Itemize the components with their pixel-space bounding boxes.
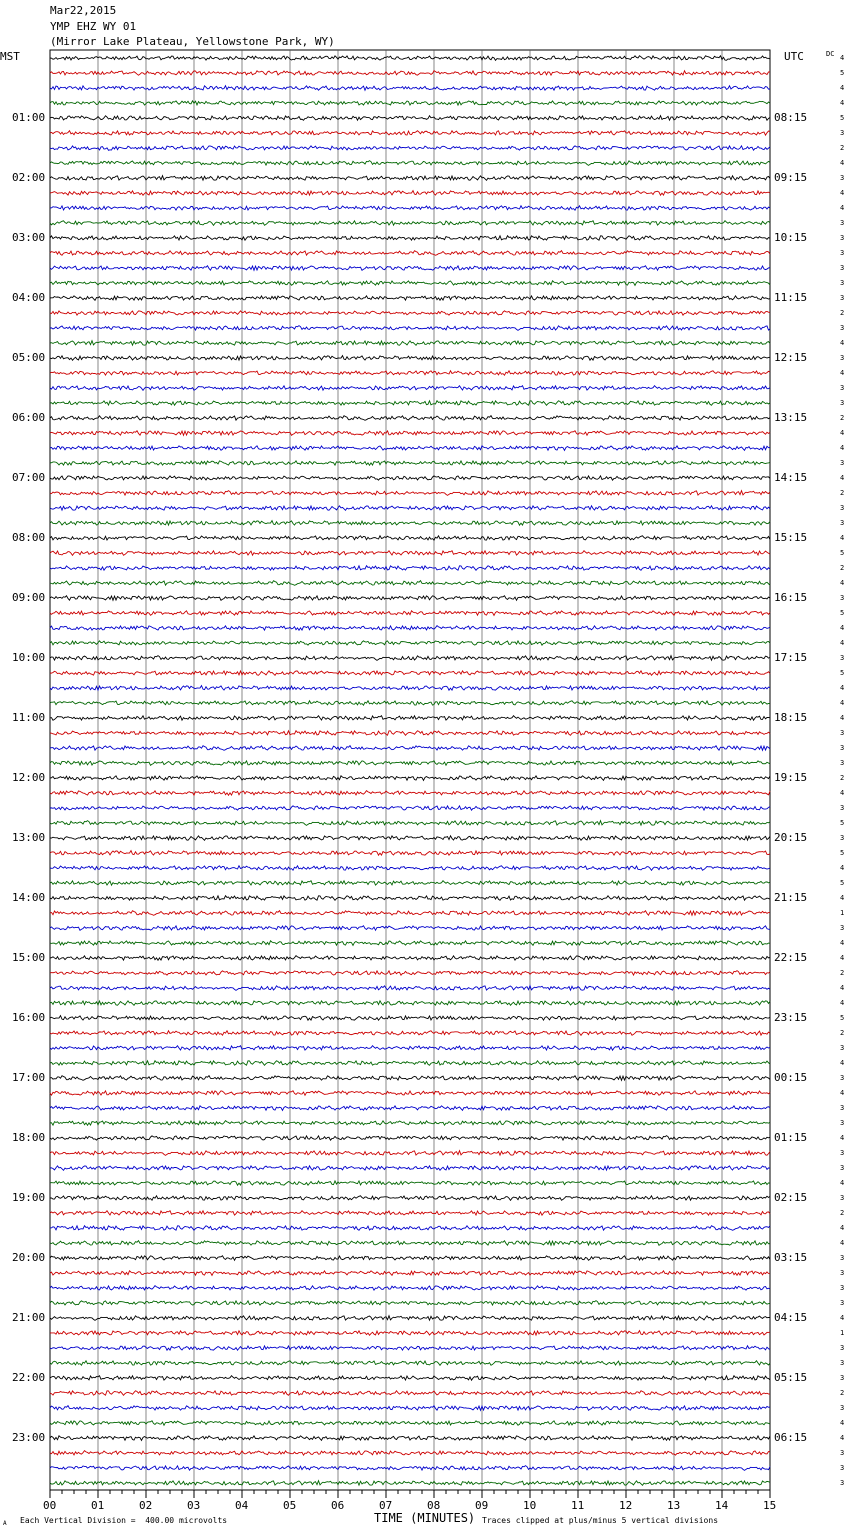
mst-hour-label: 01:00 bbox=[12, 111, 46, 124]
trace-line bbox=[50, 1271, 770, 1276]
utc-hour-label: 22:15 bbox=[774, 951, 808, 964]
trace-line bbox=[50, 611, 770, 616]
trace-line bbox=[50, 1436, 770, 1441]
mst-hour-label: 15:00 bbox=[12, 951, 46, 964]
mst-hour-label: 17:00 bbox=[12, 1071, 46, 1084]
dc-value: 4 bbox=[840, 369, 845, 377]
dc-value: 2 bbox=[840, 774, 845, 782]
dc-value: 4 bbox=[840, 534, 845, 542]
trace-line bbox=[50, 1001, 770, 1006]
dc-value: 3 bbox=[840, 1074, 845, 1082]
mst-hour-label: 13:00 bbox=[12, 831, 46, 844]
x-tick-label: 02 bbox=[139, 1499, 153, 1512]
dc-value: 3 bbox=[840, 1299, 845, 1307]
dc-value: 4 bbox=[840, 1239, 845, 1247]
dc-value: 4 bbox=[840, 1089, 845, 1097]
trace-line bbox=[50, 536, 770, 540]
dc-value: 5 bbox=[840, 669, 845, 677]
dc-value: 4 bbox=[840, 999, 845, 1007]
trace-line bbox=[50, 1301, 770, 1306]
dc-value: 4 bbox=[840, 54, 845, 62]
dc-value: 4 bbox=[840, 639, 845, 647]
dc-value: 5 bbox=[840, 819, 845, 827]
dc-value: 3 bbox=[840, 459, 845, 467]
dc-value: 3 bbox=[840, 1344, 845, 1352]
date-label: Mar22,2015 bbox=[50, 4, 117, 17]
trace-line bbox=[50, 1331, 770, 1336]
utc-hour-label: 04:15 bbox=[774, 1311, 808, 1324]
dc-value: 4 bbox=[840, 159, 845, 167]
trace-line bbox=[50, 1241, 770, 1246]
dc-value: 5 bbox=[840, 69, 845, 77]
dc-value: 4 bbox=[840, 939, 845, 947]
utc-hour-label: 11:15 bbox=[774, 291, 808, 304]
dc-value: 4 bbox=[840, 699, 845, 707]
x-tick-label: 05 bbox=[283, 1499, 297, 1512]
mst-hour-label: 09:00 bbox=[12, 591, 46, 604]
trace-line bbox=[50, 1481, 770, 1486]
dc-value: 3 bbox=[840, 1044, 845, 1052]
dc-value: 3 bbox=[840, 1464, 845, 1472]
trace-line bbox=[50, 1031, 770, 1036]
trace-line bbox=[50, 446, 770, 451]
dc-value: 3 bbox=[840, 504, 845, 512]
dc-value: 3 bbox=[840, 594, 845, 602]
trace-line bbox=[50, 971, 770, 976]
dc-value: 3 bbox=[840, 1359, 845, 1367]
dc-value: 3 bbox=[840, 1164, 845, 1172]
trace-line bbox=[50, 326, 770, 331]
dc-value: 3 bbox=[840, 1254, 845, 1262]
mst-hour-label: 12:00 bbox=[12, 771, 46, 784]
trace-line bbox=[50, 1181, 770, 1185]
dc-value: 1 bbox=[840, 1329, 845, 1337]
dc-value: 3 bbox=[840, 354, 845, 362]
trace-line bbox=[50, 1226, 770, 1231]
dc-value: 2 bbox=[840, 1029, 845, 1037]
trace-line bbox=[50, 761, 770, 766]
utc-hour-label: 21:15 bbox=[774, 891, 808, 904]
utc-axis-label: UTC bbox=[784, 50, 804, 63]
mst-hour-label: 22:00 bbox=[12, 1371, 46, 1384]
dc-value: 5 bbox=[840, 549, 845, 557]
dc-value: 4 bbox=[840, 789, 845, 797]
dc-value: 4 bbox=[840, 1224, 845, 1232]
trace-line bbox=[50, 431, 770, 436]
dc-value: 3 bbox=[840, 1119, 845, 1127]
dc-value: 3 bbox=[840, 729, 845, 737]
dc-value: 3 bbox=[840, 1479, 845, 1487]
trace-line bbox=[50, 1106, 770, 1111]
mst-hour-label: 03:00 bbox=[12, 231, 46, 244]
dc-value: 3 bbox=[840, 1194, 845, 1202]
trace-line bbox=[50, 581, 770, 586]
dc-value: 4 bbox=[840, 579, 845, 587]
dc-value: 3 bbox=[840, 1284, 845, 1292]
trace-line bbox=[50, 1316, 770, 1321]
utc-hour-label: 13:15 bbox=[774, 411, 808, 424]
dc-value: 3 bbox=[840, 129, 845, 137]
mst-hour-label: 23:00 bbox=[12, 1431, 46, 1444]
dc-value: 3 bbox=[840, 294, 845, 302]
dc-header-label: DC bbox=[826, 50, 835, 58]
trace-line bbox=[50, 401, 770, 406]
trace-line bbox=[50, 251, 770, 256]
trace-line bbox=[50, 836, 770, 841]
trace-line bbox=[50, 776, 770, 781]
trace-line bbox=[50, 716, 770, 721]
trace-line bbox=[50, 1196, 770, 1201]
trace-line bbox=[50, 1466, 770, 1471]
dc-value: 4 bbox=[840, 624, 845, 632]
dc-value: 4 bbox=[840, 429, 845, 437]
trace-line bbox=[50, 641, 770, 645]
dc-value: 4 bbox=[840, 864, 845, 872]
trace-line bbox=[50, 671, 770, 676]
utc-hour-label: 03:15 bbox=[774, 1251, 808, 1264]
x-tick-label: 11 bbox=[571, 1499, 585, 1512]
trace-line bbox=[50, 236, 770, 241]
dc-value: 4 bbox=[840, 894, 845, 902]
x-tick-label: 15 bbox=[763, 1499, 777, 1512]
dc-value: 2 bbox=[840, 309, 845, 317]
trace-line bbox=[50, 491, 770, 496]
trace-line bbox=[50, 1286, 770, 1291]
utc-hour-label: 01:15 bbox=[774, 1131, 808, 1144]
dc-value: 3 bbox=[840, 324, 845, 332]
dc-value: 3 bbox=[840, 384, 845, 392]
utc-hour-label: 02:15 bbox=[774, 1191, 808, 1204]
dc-value: 4 bbox=[840, 1134, 845, 1142]
x-tick-label: 13 bbox=[667, 1499, 681, 1512]
trace-line bbox=[50, 101, 770, 105]
x-axis-title: TIME (MINUTES) bbox=[374, 1511, 476, 1525]
trace-line bbox=[50, 1376, 770, 1381]
dc-value: 3 bbox=[840, 1404, 845, 1412]
trace-line bbox=[50, 476, 770, 480]
station-label: YMP EHZ WY 01 bbox=[50, 20, 137, 33]
dc-value: 1 bbox=[840, 909, 845, 917]
x-tick-label: 09 bbox=[475, 1499, 489, 1512]
dc-value: 3 bbox=[840, 219, 845, 227]
x-tick-label: 10 bbox=[523, 1499, 537, 1512]
dc-value: 4 bbox=[840, 954, 845, 962]
dc-value: 4 bbox=[840, 204, 845, 212]
dc-value: 3 bbox=[840, 1104, 845, 1112]
mst-hour-label: 16:00 bbox=[12, 1011, 46, 1024]
x-tick-label: 14 bbox=[715, 1499, 729, 1512]
dc-value: 3 bbox=[840, 1149, 845, 1157]
trace-line bbox=[50, 71, 770, 76]
trace-line bbox=[50, 1211, 770, 1216]
utc-hour-label: 17:15 bbox=[774, 651, 808, 664]
trace-line bbox=[50, 221, 770, 226]
dc-value: 4 bbox=[840, 1314, 845, 1322]
trace-line bbox=[50, 296, 770, 301]
trace-line bbox=[50, 1121, 770, 1126]
trace-line bbox=[50, 1421, 770, 1426]
trace-line bbox=[50, 161, 770, 166]
mst-hour-label: 10:00 bbox=[12, 651, 46, 664]
trace-line bbox=[50, 686, 770, 691]
trace-line bbox=[50, 1046, 770, 1051]
dc-value: 4 bbox=[840, 1419, 845, 1427]
dc-value: 5 bbox=[840, 849, 845, 857]
x-tick-label: 07 bbox=[379, 1499, 393, 1512]
mst-hour-label: 20:00 bbox=[12, 1251, 46, 1264]
utc-hour-label: 19:15 bbox=[774, 771, 808, 784]
dc-value: 3 bbox=[840, 399, 845, 407]
location-label: (Mirror Lake Plateau, Yellowstone Park, WY) bbox=[50, 35, 335, 48]
dc-value: 3 bbox=[840, 519, 845, 527]
trace-line bbox=[50, 356, 770, 361]
trace-line bbox=[50, 956, 770, 961]
trace-line bbox=[50, 1391, 770, 1396]
dc-value: 2 bbox=[840, 1209, 845, 1217]
dc-value: 3 bbox=[840, 174, 845, 182]
trace-line bbox=[50, 521, 770, 526]
dc-value: 4 bbox=[840, 474, 845, 482]
trace-line bbox=[50, 896, 770, 901]
trace-line bbox=[50, 1061, 770, 1066]
dc-value: 5 bbox=[840, 1014, 845, 1022]
x-tick-label: 04 bbox=[235, 1499, 249, 1512]
utc-hour-label: 00:15 bbox=[774, 1071, 808, 1084]
trace-line bbox=[50, 941, 770, 946]
dc-value: 2 bbox=[840, 1389, 845, 1397]
trace-line bbox=[50, 266, 770, 271]
x-tick-label: 03 bbox=[187, 1499, 201, 1512]
mst-hour-label: 21:00 bbox=[12, 1311, 46, 1324]
dc-value: 2 bbox=[840, 489, 845, 497]
trace-line bbox=[50, 1076, 770, 1081]
trace-line bbox=[50, 506, 770, 511]
dc-value: 3 bbox=[840, 834, 845, 842]
trace-line bbox=[50, 1346, 770, 1350]
trace-line bbox=[50, 596, 770, 601]
dc-value: 2 bbox=[840, 564, 845, 572]
mst-hour-label: 18:00 bbox=[12, 1131, 46, 1144]
mst-hour-label: 05:00 bbox=[12, 351, 46, 364]
dc-value: 4 bbox=[840, 684, 845, 692]
vertical-division-note: Each Vertical Division = 400.00 microvolts bbox=[20, 1516, 228, 1525]
trace-line bbox=[50, 1406, 770, 1411]
trace-line bbox=[50, 566, 770, 571]
dc-value: 3 bbox=[840, 759, 845, 767]
x-tick-label: 01 bbox=[91, 1499, 105, 1512]
trace-line bbox=[50, 881, 770, 886]
dc-value: 3 bbox=[840, 804, 845, 812]
dc-value: 4 bbox=[840, 1179, 845, 1187]
dc-value: 5 bbox=[840, 609, 845, 617]
trace-line bbox=[50, 986, 770, 991]
dc-value: 3 bbox=[840, 744, 845, 752]
dc-value: 4 bbox=[840, 84, 845, 92]
mst-axis-label: MST bbox=[0, 50, 20, 63]
utc-hour-label: 15:15 bbox=[774, 531, 808, 544]
trace-line bbox=[50, 656, 770, 661]
trace-line bbox=[50, 1151, 770, 1156]
utc-hour-label: 05:15 bbox=[774, 1371, 808, 1384]
trace-line bbox=[50, 191, 770, 196]
mst-hour-label: 14:00 bbox=[12, 891, 46, 904]
mst-hour-label: 02:00 bbox=[12, 171, 46, 184]
trace-line bbox=[50, 926, 770, 931]
footer-corner-mark: A bbox=[3, 1520, 7, 1527]
x-tick-label: 06 bbox=[331, 1499, 345, 1512]
trace-line bbox=[50, 821, 770, 826]
trace-line bbox=[50, 56, 770, 61]
dc-value: 3 bbox=[840, 654, 845, 662]
trace-line bbox=[50, 911, 770, 916]
trace-line bbox=[50, 461, 770, 466]
mst-hour-label: 11:00 bbox=[12, 711, 46, 724]
dc-value: 4 bbox=[840, 189, 845, 197]
trace-line bbox=[50, 1361, 770, 1366]
dc-value: 3 bbox=[840, 279, 845, 287]
x-tick-label: 12 bbox=[619, 1499, 633, 1512]
trace-line bbox=[50, 341, 770, 346]
trace-line bbox=[50, 176, 770, 181]
trace-line bbox=[50, 371, 770, 375]
trace-line bbox=[50, 731, 770, 736]
trace-line bbox=[50, 386, 770, 391]
dc-value: 3 bbox=[840, 1269, 845, 1277]
trace-line bbox=[50, 86, 770, 91]
utc-hour-label: 23:15 bbox=[774, 1011, 808, 1024]
utc-hour-label: 20:15 bbox=[774, 831, 808, 844]
trace-line bbox=[50, 131, 770, 135]
trace-line bbox=[50, 116, 770, 121]
dc-value: 3 bbox=[840, 264, 845, 272]
utc-hour-label: 12:15 bbox=[774, 351, 808, 364]
trace-line bbox=[50, 311, 770, 315]
trace-line bbox=[50, 1166, 770, 1171]
trace-line bbox=[50, 866, 770, 871]
trace-line bbox=[50, 206, 770, 210]
dc-value: 3 bbox=[840, 249, 845, 257]
dc-value: 4 bbox=[840, 984, 845, 992]
mst-hour-label: 19:00 bbox=[12, 1191, 46, 1204]
trace-line bbox=[50, 791, 770, 796]
trace-line bbox=[50, 806, 770, 810]
utc-hour-label: 16:15 bbox=[774, 591, 808, 604]
dc-value: 3 bbox=[840, 1374, 845, 1382]
dc-value: 4 bbox=[840, 339, 845, 347]
utc-hour-label: 14:15 bbox=[774, 471, 808, 484]
trace-line bbox=[50, 1136, 770, 1141]
mst-hour-label: 06:00 bbox=[12, 411, 46, 424]
dc-value: 3 bbox=[840, 924, 845, 932]
dc-value: 4 bbox=[840, 99, 845, 107]
dc-value: 4 bbox=[840, 1434, 845, 1442]
trace-line bbox=[50, 1091, 770, 1096]
dc-value: 2 bbox=[840, 969, 845, 977]
clipping-note: Traces clipped at plus/minus 5 vertical divisions bbox=[482, 1516, 719, 1525]
utc-hour-label: 08:15 bbox=[774, 111, 808, 124]
trace-line bbox=[50, 146, 770, 150]
utc-hour-label: 09:15 bbox=[774, 171, 808, 184]
utc-hour-label: 18:15 bbox=[774, 711, 808, 724]
trace-line bbox=[50, 416, 770, 421]
dc-value: 2 bbox=[840, 144, 845, 152]
dc-value: 4 bbox=[840, 714, 845, 722]
mst-hour-label: 07:00 bbox=[12, 471, 46, 484]
trace-line bbox=[50, 1451, 770, 1456]
dc-value: 5 bbox=[840, 114, 845, 122]
x-tick-label: 08 bbox=[427, 1499, 441, 1512]
trace-line bbox=[50, 551, 770, 556]
dc-value: 4 bbox=[840, 444, 845, 452]
dc-value: 5 bbox=[840, 879, 845, 887]
trace-line bbox=[50, 281, 770, 286]
mst-hour-label: 08:00 bbox=[12, 531, 46, 544]
trace-line bbox=[50, 851, 770, 856]
utc-hour-label: 06:15 bbox=[774, 1431, 808, 1444]
utc-hour-label: 10:15 bbox=[774, 231, 808, 244]
trace-line bbox=[50, 1016, 770, 1021]
dc-value: 4 bbox=[840, 1059, 845, 1067]
dc-value: 3 bbox=[840, 234, 845, 242]
trace-line bbox=[50, 1256, 770, 1261]
dc-value: 2 bbox=[840, 414, 845, 422]
trace-line bbox=[50, 746, 770, 751]
mst-hour-label: 04:00 bbox=[12, 291, 46, 304]
x-tick-label: 00 bbox=[43, 1499, 57, 1512]
dc-value: 3 bbox=[840, 1449, 845, 1457]
trace-line bbox=[50, 626, 770, 631]
trace-line bbox=[50, 701, 770, 706]
